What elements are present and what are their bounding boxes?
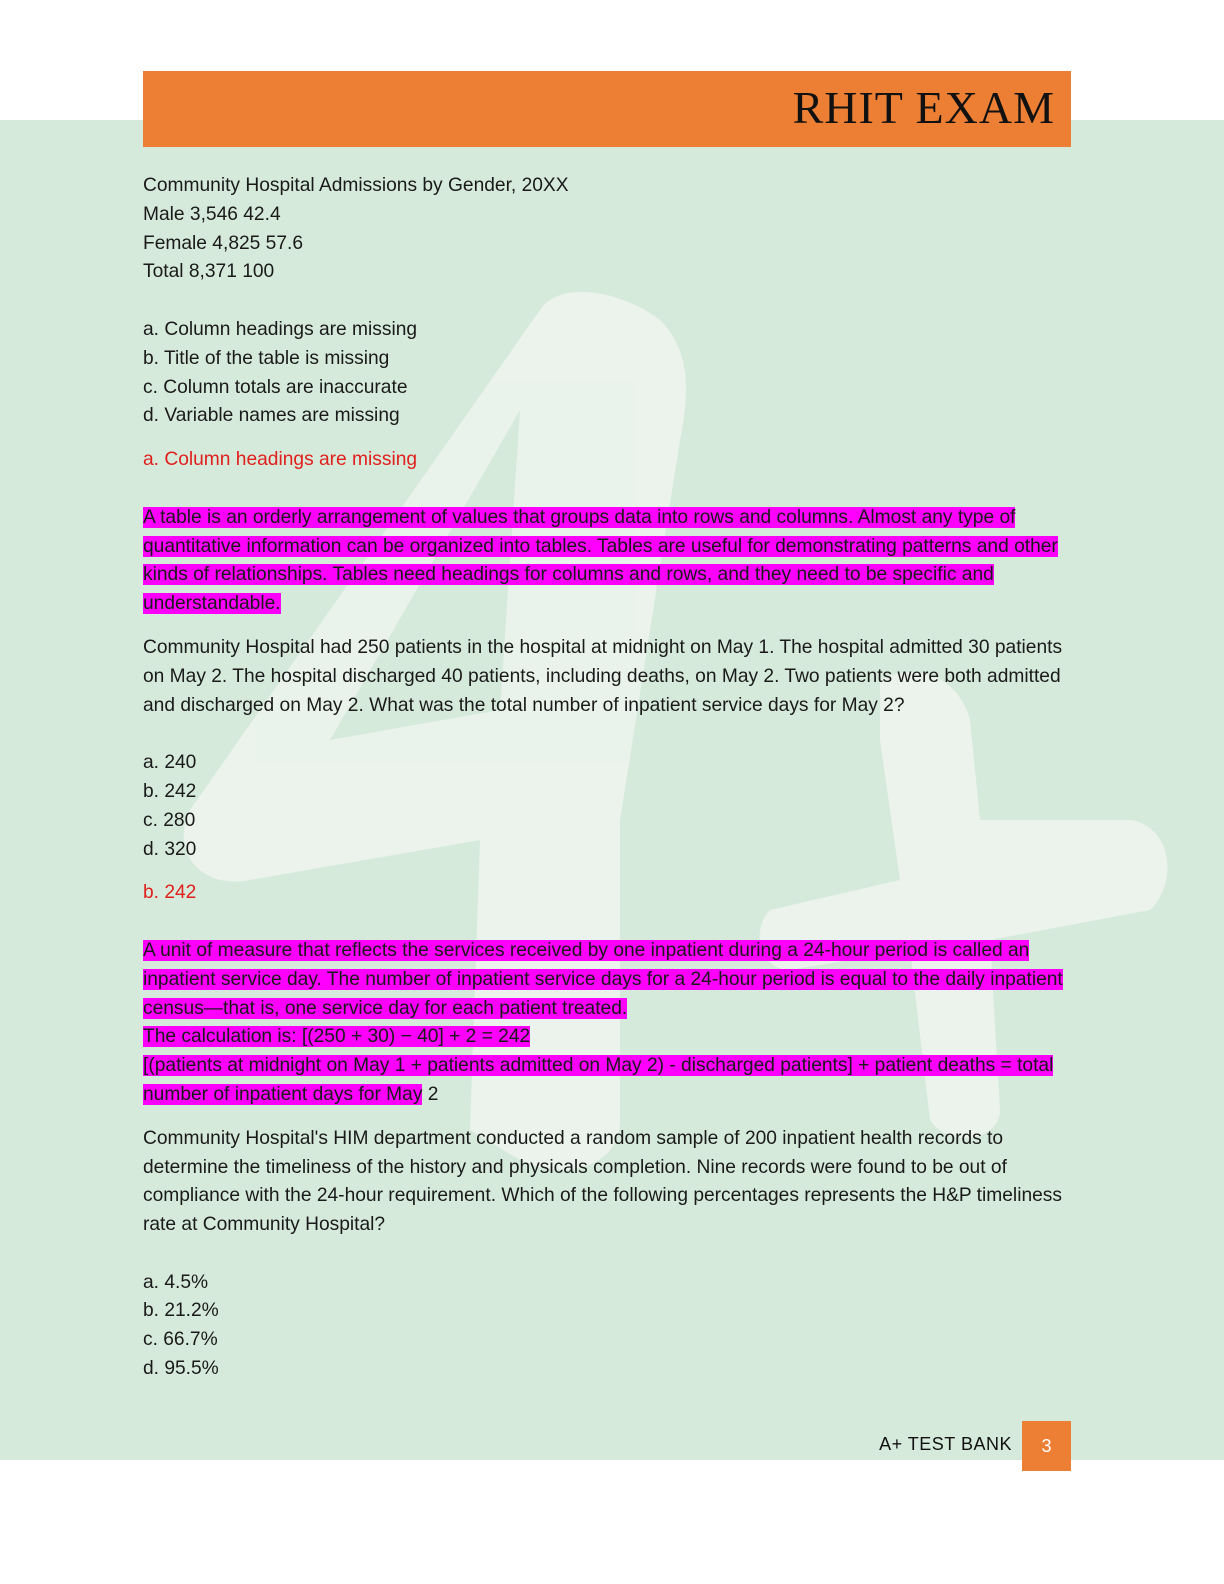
option-item: d. 95.5% [143, 1358, 219, 1380]
option-item: a. 4.5% [143, 1271, 209, 1293]
header-bar [143, 71, 1071, 147]
highlighted-text: [(patients at midnight on May 1 + patients admitted on May 2) - discharged patients] + patient deaths = total number of inpatient days for May [143, 1055, 1054, 1105]
table-line: Community Hospital Admissions by Gender, 20XX [143, 175, 569, 196]
page-title: RHIT EXAM [792, 82, 1055, 133]
question1-options [143, 316, 1073, 431]
question2-options [143, 749, 1073, 864]
option-item: a. 240 [143, 752, 197, 774]
footer-label: A+ TEST BANK [879, 1434, 1012, 1454]
question3-options [143, 1269, 1073, 1384]
question2-text: Community Hospital had 250 patients in the hospital at midnight on May 1. The hospital admitted 30 patients on May 2. The hospital discharged 40 patients, including deaths, on May 2. Two patients were both admitted and discharged on May 2. What was the total number of inpatient service days for May 2? [143, 636, 1063, 716]
highlighted-text: A unit of measure that reflects the services received by one inpatient during a 24-hour period is called an inpatient service day. The number of inpatient service days for a 24-hour period is equal to the daily inpatient census—that is, one service day for each patient treated. [143, 939, 1063, 1019]
option-item: a. Column headings are missing [143, 318, 418, 340]
question1-answer: a. Column headings are missing [143, 449, 418, 471]
option-item: b. Title of the table is missing [143, 347, 390, 369]
page-number: 3 [1022, 1421, 1071, 1471]
option-item: d. Variable names are missing [143, 405, 400, 427]
question2-answer: b. 242 [143, 882, 197, 904]
question1-explanation [143, 504, 1073, 619]
question2-formula [143, 1052, 1073, 1110]
option-item: c. Column totals are inaccurate [143, 376, 408, 398]
question2-calculation [143, 1023, 1073, 1052]
option-item: b. 242 [143, 780, 197, 802]
highlighted-text: A table is an orderly arrangement of values that groups data into rows and columns. Almost any type of quantitative information can be organized into tables. Tables are useful for demonstrating patterns and other kinds of relationships. Tables need headings for columns and rows, and they need to be specific and understandable. [143, 506, 1058, 615]
question2-explanation [143, 937, 1073, 1023]
question1-table [143, 172, 1073, 287]
option-item: d. 320 [143, 838, 197, 860]
option-item: c. 66.7% [143, 1329, 218, 1351]
content [143, 172, 1073, 1384]
question3-text: Community Hospital's HIM department conducted a random sample of 200 inpatient health records to determine the timeliness of the history and physicals completion. Nine records were found to be out of compliance with the 24-hour requirement. Which of the following percentages represents the H&P timeliness rate at Community Hospital? [143, 1127, 1062, 1236]
table-line: Total 8,371 100 [143, 261, 275, 283]
option-item: b. 21.2% [143, 1300, 219, 1322]
formula-tail: 2 [422, 1083, 439, 1105]
table-line: Female 4,825 57.6 [143, 232, 304, 254]
highlighted-text: The calculation is: [(250 + 30) − 40] + 2 = 242 [143, 1026, 531, 1048]
option-item: c. 280 [143, 809, 196, 831]
table-line: Male 3,546 42.4 [143, 203, 281, 225]
